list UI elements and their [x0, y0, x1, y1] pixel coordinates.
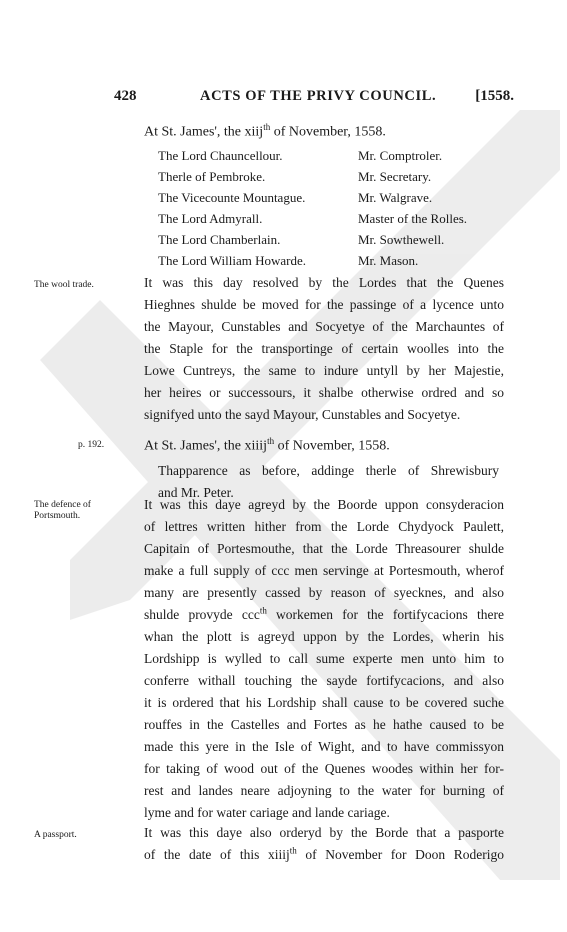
text-line: Lowe Cuntreys, the same to indure untyll by her Majestie, — [144, 363, 504, 378]
section-heading-2: At St. James', the xiiij$^{th}$ of November, 1558. — [144, 436, 390, 454]
attendee: Mr. Comptroler. — [358, 148, 443, 163]
text-line: the Staple for the transportinge of certain woolles into the — [144, 341, 504, 356]
text-line: of the date of this xiiij$^{th}$ of November for Doon Roderigo — [144, 845, 504, 862]
margin-note: The defence of Portsmouth. — [34, 500, 91, 521]
page-number: 428 — [114, 88, 137, 104]
attendee: Master of the Rolles. — [358, 211, 468, 226]
text-line: and Mr. Peter. — [158, 485, 234, 500]
text-line: Thapparence as before, addinge therle of Shrewisbury — [158, 463, 499, 478]
margin-note: A passport. — [34, 830, 77, 840]
text-line: shulde provyde ccc$^{th}$ workemen for the fortifycacions there — [144, 605, 504, 622]
text-line: many are presently cassed by reason of syecknes, and also — [144, 585, 504, 600]
text-line: of lettres written hither from the Lorde Chydyock Paulett, — [144, 519, 504, 534]
text-line: It was this day resolved by the Lordes that the Quenes — [144, 275, 504, 290]
text-line: for taking of wood out of the Quenes woodes within her for- — [144, 761, 504, 776]
running-year: [1558. — [475, 88, 514, 104]
paragraph-passport — [144, 822, 504, 866]
running-header — [114, 88, 514, 108]
text-line: Lordshipp is wylled to call sume experte men unto him to — [144, 651, 504, 666]
text-line: made this yere in the Isle of Wight, and to have commissyon — [144, 739, 504, 754]
paragraph-wool-trade — [144, 272, 504, 426]
text-line: Capitain of Portesmouthe, that the Lorde Threasourer shulde — [144, 541, 504, 556]
running-title: ACTS OF THE PRIVY COUNCIL. — [200, 88, 437, 104]
attendee: The Lord Chamberlain. — [158, 232, 281, 247]
text-line: the Mayour, Cunstables and Socyetye of the Marchauntes of — [144, 319, 504, 334]
text-line: It was this daye agreyd by the Boorde uppon consyderacion — [144, 497, 504, 512]
paragraph-portsmouth — [144, 494, 504, 824]
text-line: it is ordered that his Lordship shall cause to be covered suche — [144, 695, 504, 710]
margin-page-ref: p. 192. — [78, 440, 105, 450]
margin-note: The wool trade. — [34, 280, 94, 290]
attendee: Mr. Mason. — [358, 253, 419, 268]
text-line: her heires or successours, it shalbe otherwise ordred and so — [144, 385, 504, 400]
text-line: It was this daye also orderyd by the Borde that a pasporte — [144, 825, 504, 840]
text-line: whan the plott is agreyd uppon by the Lordes, wherin his — [144, 629, 504, 644]
attendee: The Lord Chauncellour. — [158, 148, 283, 163]
attendee: The Lord Admyrall. — [158, 211, 263, 226]
text-line: conferre withall touching the sayde fortifycacions, and also — [144, 673, 504, 688]
text-line: rouffes in the Castelles and Fortes as he hathe caused to be — [144, 717, 504, 732]
text-line: rest and landes neare adjoyning to the water for burning of — [144, 783, 504, 798]
text-line: lyme and for water cariage and lande cariage. — [144, 805, 390, 820]
section-heading-1: At St. James', the xiij$^{th}$ of November, 1558. — [144, 122, 386, 140]
attendee: Mr. Secretary. — [358, 169, 432, 184]
text-line: Hieghnes shulde be moved for the passinge of a lycence unto — [144, 297, 504, 312]
attendee: The Lord William Howarde. — [158, 253, 306, 268]
attendee: The Vicecounte Mountague. — [158, 190, 306, 205]
attendee: Mr. Walgrave. — [358, 190, 433, 205]
text-line: make a full supply of ccc men servinge at Portesmouth, wherof — [144, 563, 504, 578]
attendee: Mr. Sowthewell. — [358, 232, 445, 247]
attendee: Therle of Pembroke. — [158, 169, 266, 184]
text-line: signifyed unto the sayd Mayour, Cunstables and Socyetye. — [144, 407, 461, 422]
